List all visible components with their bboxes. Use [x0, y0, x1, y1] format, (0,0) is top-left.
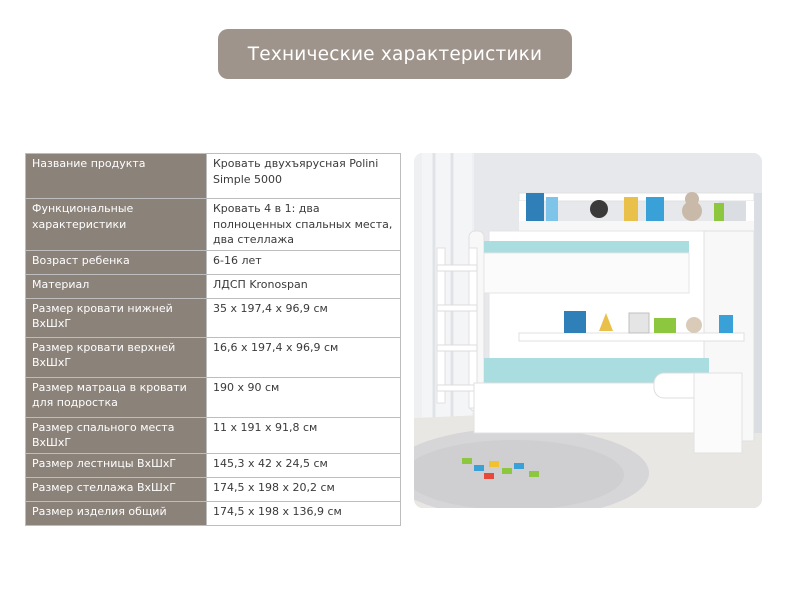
spec-label: Материал	[26, 274, 207, 298]
table-row	[26, 337, 401, 377]
spec-value: 35 x 197,4 x 96,9 см	[207, 298, 401, 337]
spec-label: Возраст ребенка	[26, 250, 207, 274]
spec-label: Размер стеллажа ВхШхГ	[26, 477, 207, 501]
table-row	[26, 298, 401, 337]
table-row	[26, 199, 401, 251]
spec-label: Размер спального места ВхШхГ	[26, 417, 207, 453]
spec-label: Размер матраца в кровати для подростка	[26, 377, 207, 417]
table-row	[26, 274, 401, 298]
spec-label: Размер кровати верхней ВхШхГ	[26, 337, 207, 377]
page-title: Технические характеристики	[218, 29, 572, 79]
spec-label: Размер изделия общий	[26, 501, 207, 525]
spec-label: Размер кровати нижней ВхШхГ	[26, 298, 207, 337]
specs-table	[25, 153, 401, 526]
table-row	[26, 501, 401, 525]
spec-value: 145,3 x 42 x 24,5 см	[207, 453, 401, 477]
product-photo	[414, 153, 762, 508]
spec-value: 11 x 191 x 91,8 см	[207, 417, 401, 453]
spec-value: 190 x 90 см	[207, 377, 401, 417]
table-row	[26, 250, 401, 274]
spec-label: Название продукта	[26, 154, 207, 199]
spec-value: Кровать 4 в 1: два полноценных спальных места, два стеллажа	[207, 199, 401, 251]
spec-value: 174,5 x 198 x 20,2 см	[207, 477, 401, 501]
spec-label: Размер лестницы ВхШхГ	[26, 453, 207, 477]
table-row	[26, 417, 401, 453]
spec-value: 6-16 лет	[207, 250, 401, 274]
spec-label: Функциональные характеристики	[26, 199, 207, 251]
spec-value: ЛДСП Kronospan	[207, 274, 401, 298]
spec-value: 174,5 x 198 x 136,9 см	[207, 501, 401, 525]
table-row	[26, 453, 401, 477]
spec-value: 16,6 x 197,4 x 96,9 см	[207, 337, 401, 377]
table-row	[26, 477, 401, 501]
table-row	[26, 377, 401, 417]
table-row	[26, 154, 401, 199]
spec-value: Кровать двухъярусная Polini Simple 5000	[207, 154, 401, 199]
